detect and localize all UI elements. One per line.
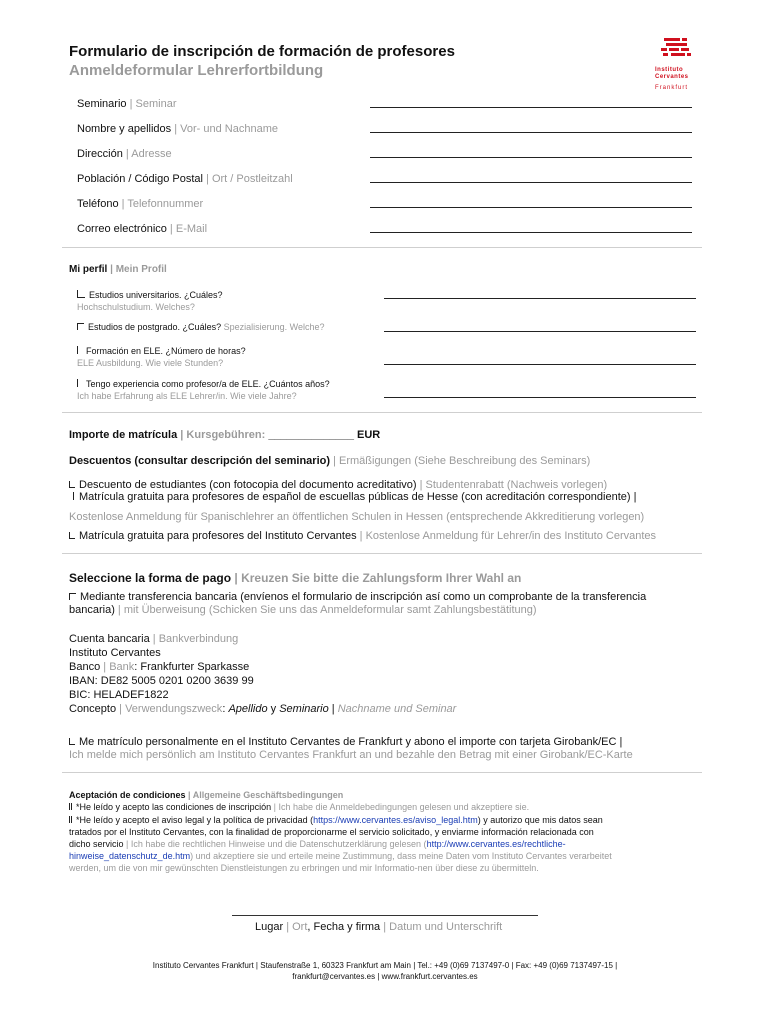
option-de: Kostenlose Anmeldung für Lehrer/in des Instituto Cervantes <box>365 530 657 542</box>
privacy-link-part1[interactable]: http://www.cervantes.es/rechtliche- <box>426 839 566 849</box>
logo-text-frankfurt: Frankfurt <box>655 85 689 91</box>
term-de: Ich habe die Anmeldebedingungen gelesen und akzeptiere sie. <box>278 802 530 812</box>
field-label-email <box>77 223 207 236</box>
term-es: *He leído y acepto las condiciones de inscripción <box>76 802 272 812</box>
label-sep: | <box>126 98 136 110</box>
heading-de: Kreuzen Sie bitte die Zahlungsform Ihrer Wahl an <box>241 571 522 585</box>
concept-sep: | <box>116 703 126 715</box>
item-de: Ich habe Erfahrung als ELE Lehrer/in. Wie viele Jahre? <box>77 391 297 401</box>
option-de: Studentenrabatt (Nachweis vorlegen) <box>425 479 608 491</box>
profile-item-university <box>77 289 223 313</box>
divider <box>62 412 702 413</box>
fees-de: Kursgebühren: <box>186 429 269 441</box>
divider <box>62 247 702 248</box>
bank-de: Bank <box>109 661 135 673</box>
instituto-cervantes-logo <box>655 36 701 90</box>
payment-option-transfer <box>69 591 709 617</box>
label-es: Correo electrónico <box>77 223 167 235</box>
option-es: Mediante transferencia bancaria (envíenos el formulario de inscripción así como un comprobante de la transferencia <box>80 591 647 603</box>
discount-option-hesse-de: Kostenlose Anmeldung für Spanischlehrer an öffentlichen Schulen in Hessen (entsprechende Akkreditierung vorlegen) <box>69 511 645 523</box>
terms-item-conditions <box>69 801 709 813</box>
label-de: Ort / Postleitzahl <box>211 173 293 185</box>
term-es-c: tratados por el Instituto Cervantes, con la finalidad de proporcionarme el servicio solicitado, y enviarme información relacionada con <box>69 827 594 837</box>
term-de-b: ) und akzeptiere sie und erteile meine Zustimmung, dass meine Daten vom Instituto Cervantes verarbeitet <box>190 851 612 861</box>
university-checkbox[interactable] <box>77 290 85 298</box>
fees-line <box>69 429 380 442</box>
payment-heading <box>69 571 521 585</box>
heading-es: Mi perfil <box>69 264 108 275</box>
field-label-city <box>77 173 293 186</box>
option-sep: | <box>114 604 124 616</box>
field-label-name <box>77 123 278 136</box>
term-es-d: dicho servicio <box>69 839 124 849</box>
concept-colon: : <box>222 703 229 715</box>
heading-de: Ermäßigungen (Siehe Beschreibung des Seminars) <box>339 455 591 467</box>
sig-sep2: | <box>380 921 390 933</box>
label-es: Nombre y apellidos <box>77 123 172 135</box>
option-de: Ich melde mich persönlich am Instituto Cervantes Frankfurt an und bezahle den Betrag mit einer Girobank/EC-Karte <box>69 749 633 761</box>
option-sep: | <box>416 479 426 491</box>
concept-value-de: Nachname und Seminar <box>337 703 457 715</box>
card-checkbox[interactable] <box>69 738 75 745</box>
phone-input-line[interactable] <box>370 207 692 208</box>
field-label-address <box>77 148 172 161</box>
divider <box>62 553 702 554</box>
concept-es: Concepto <box>69 703 117 715</box>
item-es: Tengo experiencia como profesor/a de ELE. ¿Cuántos años? <box>86 379 330 389</box>
legal-notice-link[interactable]: https://www.cervantes.es/aviso_legal.htm <box>313 815 478 825</box>
bic: BIC: HELADEF1822 <box>69 689 169 701</box>
label-sep: | <box>118 198 128 210</box>
bank-es: Banco <box>69 661 101 673</box>
ele-training-checkbox[interactable] <box>77 346 78 354</box>
term-sep: | <box>271 802 279 812</box>
label-de: Adresse <box>131 148 172 160</box>
sig-es1: Lugar <box>255 921 284 933</box>
item-es: Estudios de postgrado. ¿Cuáles? <box>88 322 222 332</box>
label-de: Telefonnummer <box>127 198 204 210</box>
label-sep: | <box>122 148 132 160</box>
label-sep: | <box>202 173 212 185</box>
conditions-checkbox[interactable] <box>69 803 72 810</box>
profile-item-experience <box>77 378 330 402</box>
divider <box>62 772 702 773</box>
bank-name: : Frankfurter Sparkasse <box>134 661 250 673</box>
sig-sep1: | <box>283 921 293 933</box>
label-de: Vor- und Nachname <box>180 123 278 135</box>
cervantes-emblem-icon <box>655 36 701 62</box>
fees-currency: EUR <box>353 429 381 441</box>
option-es-2: bancaria) <box>69 604 115 616</box>
cervantes-teacher-checkbox[interactable] <box>69 532 75 539</box>
heading-de: Allgemeine Geschäftsbedingungen <box>192 790 344 800</box>
label-es: Seminario <box>77 98 127 110</box>
terms-heading <box>69 789 343 801</box>
page-subtitle: Anmeldeformular Lehrerfortbildung <box>69 62 324 79</box>
option-sep: | <box>356 530 366 542</box>
heading-sep: | <box>330 455 339 467</box>
bank-sep: | <box>100 661 110 673</box>
option-es: Me matrículo personalmente en el Instituto Cervantes de Frankfurt y abono el importe con tarjeta Girobank/EC | <box>79 736 623 748</box>
account-holder: Instituto Cervantes <box>69 647 161 659</box>
name-input-line[interactable] <box>370 132 692 133</box>
payment-option-card <box>69 736 709 762</box>
discount-option-cervantes <box>69 530 656 543</box>
concept-seminar: Seminario <box>279 703 329 715</box>
label-de: E-Mail <box>175 223 208 235</box>
discount-option-hesse <box>73 491 636 504</box>
email-input-line[interactable] <box>370 232 692 233</box>
postgrad-input-line[interactable] <box>384 331 696 332</box>
item-de: Hochschulstudium. Welches? <box>77 302 195 312</box>
concept-bar: | <box>328 703 338 715</box>
term-de-c: werden, um die von mir gewünschten Dienstleistungen zu erbringen und mir Informatio-nen über diese zu übermitteln. <box>69 863 539 873</box>
option-es: Matrícula gratuita para profesores del Instituto Cervantes <box>79 530 357 542</box>
label-es: Dirección <box>77 148 123 160</box>
label-es: Teléfono <box>77 198 119 210</box>
fees-amount-input[interactable]: ______________ <box>268 429 354 441</box>
terms-item-privacy <box>69 814 709 874</box>
privacy-link-part2[interactable]: hinweise_datenschutz_de.htm <box>69 851 191 861</box>
option-es: Matrícula gratuita para profesores de español de escuellas públicas de Hesse (con acreditación correspondiente) | <box>79 491 637 503</box>
bank-details <box>69 633 456 716</box>
footer <box>0 960 770 982</box>
term-sep: | <box>123 839 131 849</box>
iban: IBAN: DE82 5005 0201 0200 3639 99 <box>69 675 254 687</box>
concept-de: Verwendungszweck <box>125 703 223 715</box>
address-input-line[interactable] <box>370 157 692 158</box>
city-input-line[interactable] <box>370 182 692 183</box>
label-es: Población / Código Postal <box>77 173 203 185</box>
sig-es2: , Fecha y firma <box>307 921 381 933</box>
heading-es: Aceptación de condiciones <box>69 790 186 800</box>
label-de: Seminar <box>135 98 177 110</box>
signature-line[interactable] <box>232 915 538 916</box>
transfer-checkbox[interactable] <box>69 593 76 600</box>
profile-heading <box>69 264 167 276</box>
account-sep: | <box>149 633 159 645</box>
footer-contact: frankfurt@cervantes.es | www.frankfurt.cervantes.es <box>292 972 478 981</box>
discounts-heading <box>69 455 590 468</box>
term-es-b: ) y autorizo que mis datos sean <box>477 815 603 825</box>
privacy-checkbox[interactable] <box>69 816 72 823</box>
item-es: Formación en ELE. ¿Número de horas? <box>86 346 246 356</box>
field-label-seminar <box>77 98 176 111</box>
page-title: Formulario de inscripción de formación de profesores <box>69 43 455 60</box>
fees-sep: | <box>177 429 187 441</box>
profile-item-postgrad <box>77 321 325 333</box>
option-de: mit Überweisung (Schicken Sie uns das Anmeldeformular samt Zahlungsbestätitung) <box>123 604 537 616</box>
hesse-checkbox[interactable] <box>73 492 74 500</box>
logo-text-instituto: Instituto <box>655 67 684 73</box>
experience-checkbox[interactable] <box>77 379 78 387</box>
profile-item-ele-training <box>77 345 246 369</box>
item-es: Estudios universitarios. ¿Cuáles? <box>89 290 223 300</box>
heading-sep: | <box>107 264 116 275</box>
item-de: Spezialisierung. Welche? <box>223 322 325 332</box>
heading-es: Seleccione la forma de pago <box>69 571 232 585</box>
concept-and: y <box>267 703 280 715</box>
account-de: Bankverbindung <box>158 633 239 645</box>
heading-es: Descuentos (consultar descripción del seminario) <box>69 455 331 467</box>
university-input-line[interactable] <box>384 298 696 299</box>
label-sep: | <box>166 223 176 235</box>
experience-input-line[interactable] <box>384 397 696 398</box>
heading-sep: | <box>185 790 193 800</box>
fees-es: Importe de matrícula <box>69 429 178 441</box>
heading-sep: | <box>231 571 242 585</box>
ele-training-input-line[interactable] <box>384 364 696 365</box>
term-es-a: *He leído y acepto el aviso legal y la política de privacidad ( <box>76 815 314 825</box>
concept-surname: Apellido <box>228 703 268 715</box>
item-de: ELE Ausbildung. Wie viele Stunden? <box>77 358 224 368</box>
sig-de1: Ort <box>292 921 308 933</box>
heading-de: Mein Profil <box>115 264 167 275</box>
option-es: Descuento de estudiantes (con fotocopia del documento acreditativo) <box>79 479 417 491</box>
term-de-a: Ich habe die rechtlichen Hinweise und die Datenschutzerklärung gelesen ( <box>130 839 427 849</box>
account-es: Cuenta bancaria <box>69 633 150 645</box>
students-checkbox[interactable] <box>69 481 75 488</box>
label-sep: | <box>171 123 181 135</box>
sig-de2: Datum und Unterschrift <box>389 921 503 933</box>
logo-text-cervantes: Cervantes <box>655 74 689 80</box>
field-label-phone <box>77 198 203 211</box>
signature-label <box>255 921 502 934</box>
seminar-input-line[interactable] <box>370 107 692 108</box>
postgrad-checkbox[interactable] <box>77 323 84 330</box>
footer-address: Instituto Cervantes Frankfurt | Staufenstraße 1, 60323 Frankfurt am Main | Tel.: +49 (0)69 7137497-0 | Fax: +49 (0)69 7137497-15 | <box>152 961 618 970</box>
